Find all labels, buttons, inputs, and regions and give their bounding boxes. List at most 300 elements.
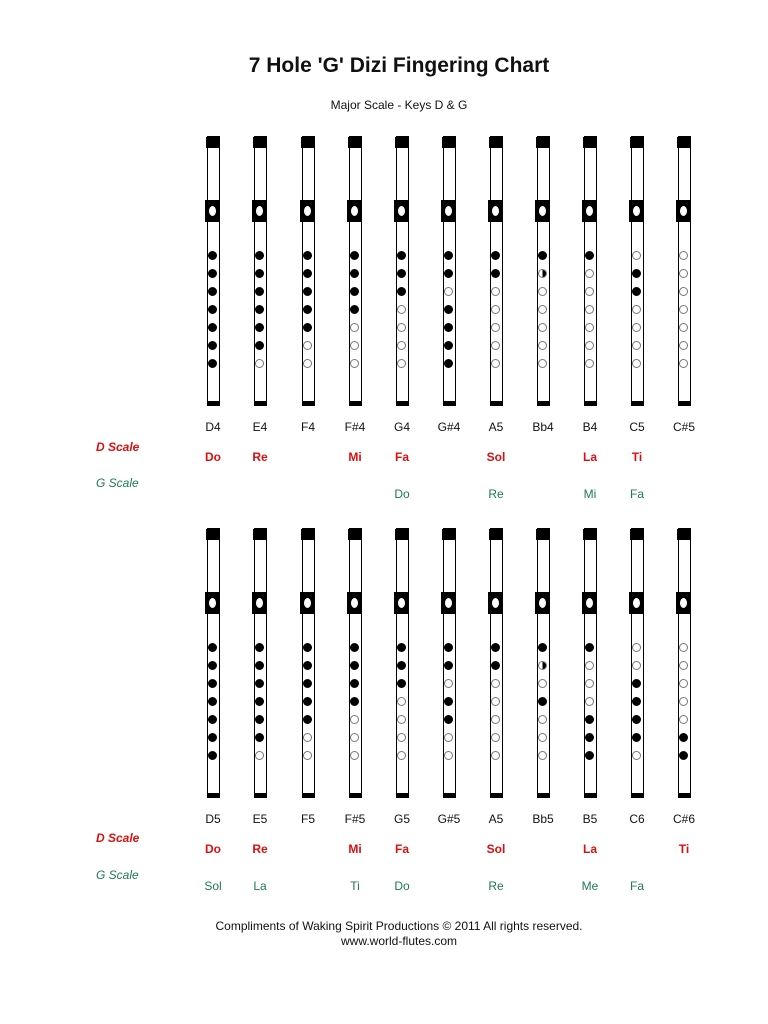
d-scale-solfege: Mi xyxy=(348,450,362,464)
d-scale-solfege: La xyxy=(582,842,597,856)
finger-hole-closed xyxy=(255,733,264,742)
finger-hole-closed xyxy=(208,661,217,670)
note-name: Bb5 xyxy=(532,812,554,826)
page-title: 7 Hole 'G' Dizi Fingering Chart xyxy=(248,54,550,77)
finger-hole-closed xyxy=(679,751,688,760)
flute-diagram xyxy=(537,136,550,406)
finger-hole-open xyxy=(585,341,594,350)
d-scale-solfege: Fa xyxy=(394,450,409,464)
finger-hole-closed xyxy=(350,679,359,688)
embouchure-opening xyxy=(351,206,358,216)
finger-hole-closed xyxy=(350,269,359,278)
finger-hole-half xyxy=(538,269,547,278)
finger-hole-open xyxy=(538,751,547,760)
note-name: D5 xyxy=(205,812,221,826)
finger-hole-closed xyxy=(632,287,641,296)
flute-diagram xyxy=(678,136,691,406)
embouchure-hole xyxy=(441,200,456,222)
note-name: G5 xyxy=(393,812,410,826)
embouchure-hole xyxy=(252,592,267,614)
d-scale-solfege: Ti xyxy=(631,450,643,464)
flute-top-cap xyxy=(395,137,408,148)
embouchure-opening xyxy=(256,206,263,216)
g-scale-solfege: La xyxy=(253,879,267,893)
finger-hole-open xyxy=(679,305,688,314)
finger-hole-open xyxy=(679,341,688,350)
finger-hole-closed xyxy=(303,269,312,278)
footer-website: www.world-flutes.com xyxy=(340,934,458,948)
note-name: F#5 xyxy=(344,812,366,826)
flute-top-cap xyxy=(677,137,690,148)
flute-diagram xyxy=(254,528,267,798)
flute-bottom-cap xyxy=(349,401,362,406)
note-name: A5 xyxy=(488,420,504,434)
note-name: C#6 xyxy=(672,812,695,826)
flute-diagram xyxy=(537,528,550,798)
finger-hole-open xyxy=(679,643,688,652)
finger-hole-open xyxy=(491,287,500,296)
g-scale-solfege: Ti xyxy=(350,879,360,893)
g-scale-solfege: Fa xyxy=(629,879,644,893)
d-scale-solfege: Do xyxy=(205,842,221,856)
finger-hole-open xyxy=(585,661,594,670)
flute-bottom-cap xyxy=(631,401,644,406)
d-scale-solfege: Do xyxy=(205,450,221,464)
finger-hole-closed xyxy=(208,733,217,742)
note-name: E4 xyxy=(252,420,268,434)
finger-hole-closed xyxy=(208,341,217,350)
finger-hole-open xyxy=(303,733,312,742)
finger-hole-closed xyxy=(397,251,406,260)
embouchure-opening xyxy=(633,206,640,216)
finger-hole-closed xyxy=(585,733,594,742)
finger-hole-open xyxy=(632,643,641,652)
flute-bottom-cap xyxy=(631,793,644,798)
note-name: G#5 xyxy=(437,812,461,826)
g-scale-solfege: Do xyxy=(394,487,410,501)
note-name: D4 xyxy=(205,420,221,434)
note-name: F4 xyxy=(300,420,315,434)
note-name: G4 xyxy=(393,420,410,434)
finger-hole-open xyxy=(350,323,359,332)
finger-hole-open xyxy=(538,359,547,368)
d-scale-solfege: Fa xyxy=(394,842,409,856)
finger-hole-closed xyxy=(208,715,217,724)
flute-bottom-cap xyxy=(443,401,456,406)
finger-hole-closed xyxy=(303,661,312,670)
embouchure-opening xyxy=(492,206,499,216)
note-name: C6 xyxy=(629,812,645,826)
g-scale-solfege: Re xyxy=(488,487,504,501)
d-scale-solfege: Sol xyxy=(486,842,506,856)
flute-diagram xyxy=(678,528,691,798)
flute-bottom-cap xyxy=(349,793,362,798)
d-scale-label: D Scale xyxy=(96,831,140,845)
flute-top-cap xyxy=(489,137,502,148)
flute-diagram xyxy=(349,528,362,798)
finger-hole-open xyxy=(632,341,641,350)
finger-hole-open xyxy=(491,697,500,706)
embouchure-opening xyxy=(304,598,311,608)
embouchure-opening xyxy=(398,598,405,608)
finger-hole-closed xyxy=(255,323,264,332)
flute-bottom-cap xyxy=(396,793,409,798)
finger-hole-closed xyxy=(303,715,312,724)
finger-hole-open xyxy=(350,733,359,742)
flute-diagram xyxy=(396,528,409,798)
flute-bottom-cap xyxy=(490,793,503,798)
flute-bottom-cap xyxy=(396,401,409,406)
flute-top-cap xyxy=(442,137,455,148)
finger-hole-closed xyxy=(208,287,217,296)
finger-hole-closed xyxy=(208,643,217,652)
finger-hole-closed xyxy=(350,661,359,670)
flute-bottom-cap xyxy=(537,401,550,406)
finger-hole-open xyxy=(632,251,641,260)
finger-hole-open xyxy=(491,305,500,314)
finger-hole-open xyxy=(444,751,453,760)
finger-hole-open xyxy=(397,323,406,332)
finger-hole-closed xyxy=(444,323,453,332)
finger-hole-closed xyxy=(538,643,547,652)
finger-hole-open xyxy=(350,359,359,368)
flute-top-cap xyxy=(348,137,361,148)
flute-top-cap xyxy=(253,529,266,540)
g-scale-solfege: Sol xyxy=(204,879,222,893)
embouchure-hole xyxy=(488,200,503,222)
flute-bottom-cap xyxy=(584,401,597,406)
finger-hole-closed xyxy=(585,251,594,260)
finger-hole-open xyxy=(491,323,500,332)
finger-hole-open xyxy=(679,269,688,278)
embouchure-opening xyxy=(398,206,405,216)
finger-hole-open xyxy=(632,323,641,332)
finger-hole-closed xyxy=(397,679,406,688)
finger-hole-open xyxy=(585,305,594,314)
flute-top-cap xyxy=(442,529,455,540)
finger-hole-open xyxy=(679,323,688,332)
finger-hole-closed xyxy=(255,269,264,278)
embouchure-opening xyxy=(304,206,311,216)
finger-hole-closed xyxy=(255,251,264,260)
flute-top-cap xyxy=(206,529,219,540)
finger-hole-open xyxy=(491,733,500,742)
finger-hole-closed xyxy=(632,697,641,706)
flute-bottom-cap xyxy=(302,793,315,798)
flute-diagram xyxy=(490,528,503,798)
flute-top-cap xyxy=(583,137,596,148)
finger-hole-closed xyxy=(255,341,264,350)
flute-bottom-cap xyxy=(254,793,267,798)
d-scale-label: D Scale xyxy=(96,440,140,454)
finger-hole-closed xyxy=(303,679,312,688)
flute-diagram xyxy=(207,528,220,798)
finger-hole-open xyxy=(538,305,547,314)
finger-hole-closed xyxy=(255,679,264,688)
embouchure-opening xyxy=(680,206,687,216)
finger-hole-open xyxy=(491,751,500,760)
finger-hole-closed xyxy=(255,287,264,296)
embouchure-opening xyxy=(586,206,593,216)
finger-hole-closed xyxy=(491,661,500,670)
finger-hole-open xyxy=(585,359,594,368)
finger-hole-closed xyxy=(632,679,641,688)
flute-top-cap xyxy=(677,529,690,540)
embouchure-hole xyxy=(347,592,362,614)
finger-hole-open xyxy=(538,323,547,332)
finger-hole-closed xyxy=(350,287,359,296)
flute-diagram xyxy=(443,528,456,798)
finger-hole-open xyxy=(397,733,406,742)
flute-bottom-cap xyxy=(254,401,267,406)
embouchure-hole xyxy=(535,592,550,614)
finger-hole-closed xyxy=(585,751,594,760)
finger-hole-open xyxy=(444,679,453,688)
note-name: Bb4 xyxy=(532,420,554,434)
finger-hole-open xyxy=(303,359,312,368)
embouchure-opening xyxy=(539,598,546,608)
finger-hole-closed xyxy=(303,323,312,332)
flute-diagram xyxy=(631,136,644,406)
note-name: F5 xyxy=(300,812,315,826)
finger-hole-closed xyxy=(303,643,312,652)
embouchure-hole xyxy=(347,200,362,222)
embouchure-opening xyxy=(633,598,640,608)
finger-hole-closed xyxy=(350,697,359,706)
finger-hole-closed xyxy=(632,715,641,724)
finger-hole-open xyxy=(632,359,641,368)
finger-hole-closed xyxy=(208,323,217,332)
finger-hole-open xyxy=(491,341,500,350)
finger-hole-open xyxy=(632,305,641,314)
finger-hole-closed xyxy=(679,733,688,742)
finger-hole-closed xyxy=(444,643,453,652)
finger-hole-closed xyxy=(397,269,406,278)
finger-hole-closed xyxy=(397,287,406,296)
embouchure-hole xyxy=(582,592,597,614)
flute-bottom-cap xyxy=(443,793,456,798)
flute-top-cap xyxy=(206,137,219,148)
finger-hole-closed xyxy=(444,341,453,350)
finger-hole-open xyxy=(397,715,406,724)
d-scale-solfege: Sol xyxy=(486,450,506,464)
flute-top-cap xyxy=(301,137,314,148)
finger-hole-open xyxy=(397,359,406,368)
finger-hole-open xyxy=(397,751,406,760)
finger-hole-open xyxy=(679,715,688,724)
finger-hole-half xyxy=(538,661,547,670)
flute-diagram xyxy=(490,136,503,406)
embouchure-hole xyxy=(205,592,220,614)
flute-diagram xyxy=(207,136,220,406)
embouchure-hole xyxy=(300,200,315,222)
flute-bottom-cap xyxy=(537,793,550,798)
finger-hole-closed xyxy=(444,661,453,670)
finger-hole-open xyxy=(538,733,547,742)
finger-hole-closed xyxy=(444,305,453,314)
finger-hole-open xyxy=(303,341,312,350)
flute-bottom-cap xyxy=(302,401,315,406)
flute-top-cap xyxy=(630,529,643,540)
finger-hole-closed xyxy=(350,251,359,260)
flute-diagram xyxy=(302,528,315,798)
embouchure-opening xyxy=(492,598,499,608)
finger-hole-open xyxy=(585,287,594,296)
finger-hole-open xyxy=(679,359,688,368)
note-name: F#4 xyxy=(344,420,366,434)
g-scale-solfege: Mi xyxy=(583,487,597,501)
embouchure-hole xyxy=(582,200,597,222)
flute-top-cap xyxy=(489,529,502,540)
flute-diagram xyxy=(254,136,267,406)
finger-hole-open xyxy=(632,751,641,760)
g-scale-label: G Scale xyxy=(96,868,139,882)
finger-hole-open xyxy=(679,251,688,260)
embouchure-opening xyxy=(445,206,452,216)
finger-hole-closed xyxy=(585,643,594,652)
page-subtitle: Major Scale - Keys D & G xyxy=(330,98,468,112)
finger-hole-open xyxy=(585,323,594,332)
finger-hole-closed xyxy=(303,697,312,706)
embouchure-hole xyxy=(394,592,409,614)
finger-hole-closed xyxy=(444,251,453,260)
finger-hole-open xyxy=(679,697,688,706)
finger-hole-open xyxy=(350,715,359,724)
finger-hole-open xyxy=(585,269,594,278)
finger-hole-open xyxy=(632,661,641,670)
embouchure-hole xyxy=(488,592,503,614)
finger-hole-closed xyxy=(255,661,264,670)
flute-diagram xyxy=(443,136,456,406)
finger-hole-open xyxy=(444,287,453,296)
finger-hole-closed xyxy=(397,661,406,670)
embouchure-hole xyxy=(676,200,691,222)
flute-diagram xyxy=(584,528,597,798)
finger-hole-closed xyxy=(208,359,217,368)
finger-hole-closed xyxy=(444,269,453,278)
g-scale-solfege: Re xyxy=(488,879,504,893)
d-scale-solfege: Re xyxy=(252,450,268,464)
embouchure-hole xyxy=(535,200,550,222)
finger-hole-closed xyxy=(208,679,217,688)
embouchure-hole xyxy=(300,592,315,614)
finger-hole-open xyxy=(538,341,547,350)
embouchure-hole xyxy=(252,200,267,222)
finger-hole-open xyxy=(585,697,594,706)
finger-hole-closed xyxy=(491,269,500,278)
finger-hole-open xyxy=(255,751,264,760)
flute-top-cap xyxy=(630,137,643,148)
d-scale-solfege: Mi xyxy=(348,842,362,856)
flute-bottom-cap xyxy=(678,401,691,406)
embouchure-opening xyxy=(680,598,687,608)
finger-hole-open xyxy=(679,287,688,296)
note-name: C#5 xyxy=(672,420,695,434)
embouchure-hole xyxy=(441,592,456,614)
note-name: C5 xyxy=(629,420,645,434)
finger-hole-open xyxy=(585,679,594,688)
finger-hole-open xyxy=(538,679,547,688)
finger-hole-closed xyxy=(255,715,264,724)
finger-hole-open xyxy=(491,715,500,724)
flute-bottom-cap xyxy=(207,793,220,798)
finger-hole-closed xyxy=(208,251,217,260)
finger-hole-closed xyxy=(208,269,217,278)
g-scale-solfege: Me xyxy=(581,879,599,893)
finger-hole-closed xyxy=(538,697,547,706)
note-name: E5 xyxy=(252,812,268,826)
embouchure-hole xyxy=(676,592,691,614)
finger-hole-open xyxy=(491,359,500,368)
embouchure-opening xyxy=(256,598,263,608)
embouchure-opening xyxy=(209,598,216,608)
flute-top-cap xyxy=(395,529,408,540)
finger-hole-closed xyxy=(350,305,359,314)
finger-hole-closed xyxy=(585,715,594,724)
finger-hole-open xyxy=(538,715,547,724)
finger-hole-closed xyxy=(255,697,264,706)
d-scale-solfege: Ti xyxy=(678,842,690,856)
finger-hole-closed xyxy=(538,251,547,260)
finger-hole-closed xyxy=(444,697,453,706)
flute-top-cap xyxy=(536,529,549,540)
flute-bottom-cap xyxy=(584,793,597,798)
flute-diagram xyxy=(584,136,597,406)
finger-hole-closed xyxy=(444,359,453,368)
finger-hole-closed xyxy=(303,287,312,296)
finger-hole-closed xyxy=(444,715,453,724)
d-scale-solfege: Re xyxy=(252,842,268,856)
embouchure-opening xyxy=(539,206,546,216)
finger-hole-closed xyxy=(303,251,312,260)
finger-hole-open xyxy=(397,305,406,314)
finger-hole-closed xyxy=(303,305,312,314)
embouchure-opening xyxy=(445,598,452,608)
finger-hole-closed xyxy=(350,643,359,652)
finger-hole-open xyxy=(444,733,453,742)
g-scale-solfege: Do xyxy=(394,879,410,893)
flute-diagram xyxy=(396,136,409,406)
flute-top-cap xyxy=(536,137,549,148)
flute-diagram xyxy=(302,136,315,406)
d-scale-solfege: La xyxy=(582,450,597,464)
finger-hole-open xyxy=(491,679,500,688)
finger-hole-open xyxy=(350,341,359,350)
flute-diagram xyxy=(631,528,644,798)
footer-copyright: Compliments of Waking Spirit Productions © 2011 All rights reserved. xyxy=(215,919,583,933)
finger-hole-open xyxy=(397,697,406,706)
flute-bottom-cap xyxy=(678,793,691,798)
finger-hole-open xyxy=(538,287,547,296)
flute-top-cap xyxy=(583,529,596,540)
flute-top-cap xyxy=(253,137,266,148)
finger-hole-closed xyxy=(255,305,264,314)
finger-hole-open xyxy=(679,679,688,688)
finger-hole-closed xyxy=(632,733,641,742)
finger-hole-closed xyxy=(255,643,264,652)
embouchure-hole xyxy=(205,200,220,222)
finger-hole-open xyxy=(679,661,688,670)
note-name: B5 xyxy=(582,812,598,826)
flute-top-cap xyxy=(348,529,361,540)
note-name: G#4 xyxy=(437,420,461,434)
finger-hole-closed xyxy=(208,751,217,760)
embouchure-hole xyxy=(629,200,644,222)
finger-hole-closed xyxy=(632,269,641,278)
finger-hole-closed xyxy=(397,643,406,652)
finger-hole-open xyxy=(397,341,406,350)
note-name: A5 xyxy=(488,812,504,826)
